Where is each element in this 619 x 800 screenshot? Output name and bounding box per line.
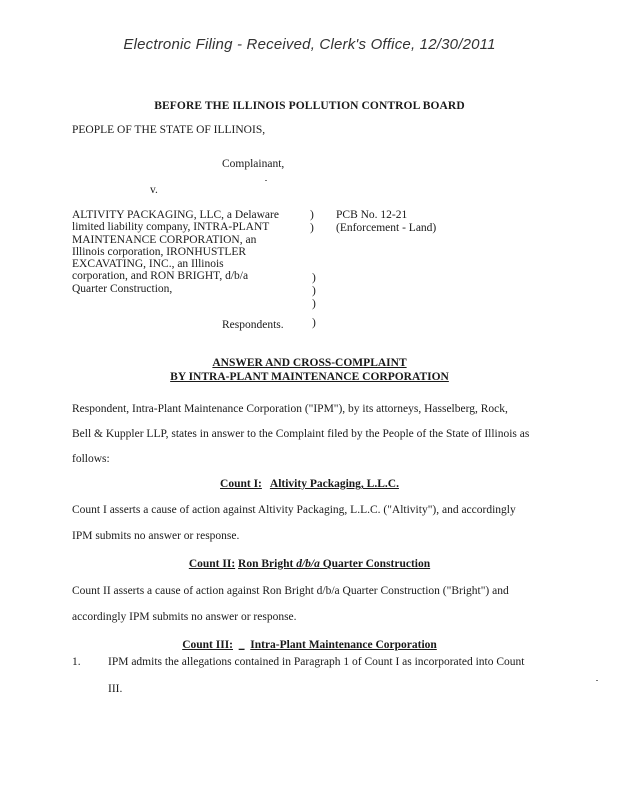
respondents-line: ALTIVITY PACKAGING, LLC, a Delaware [72, 209, 279, 221]
board-title: BEFORE THE ILLINOIS POLLUTION CONTROL BOARD [154, 100, 465, 112]
case-number: PCB No. 12-21 [336, 209, 408, 221]
document-title-line-2: BY INTRA-PLANT MAINTENANCE CORPORATION [170, 371, 449, 383]
count-3-heading: Count III: _ Intra-Plant Maintenance Corporation [182, 639, 437, 651]
electronic-filing-stamp: Electronic Filing - Received, Clerk's Office, 12/30/2011 [123, 36, 496, 53]
count-3-name: Intra-Plant Maintenance Corporation [250, 639, 437, 651]
count-2-line-1: Count II asserts a cause of action against Ron Bright d/b/a Quarter Construction ("Bright") and [72, 585, 509, 597]
caption-paren: ) [312, 272, 316, 284]
scan-speck [596, 680, 598, 681]
intro-line-2: Bell & Kuppler LLP, states in answer to the Complaint filed by the People of the State of Illinois as [72, 428, 530, 440]
count-3-item-line-2: III. [108, 683, 123, 695]
count-1-line-1: Count I asserts a cause of action against Altivity Packaging, L.L.C. ("Altivity"), and accordingly [72, 504, 516, 516]
count-1-name: Altivity Packaging, L.L.C. [269, 478, 399, 490]
intro-line-3: follows: [72, 453, 110, 465]
caption-paren: ) [312, 298, 316, 310]
complainant-label: Complainant, [222, 158, 285, 170]
count-2-line-2: accordingly IPM submits no answer or response. [72, 611, 297, 623]
count-3-label: Count III: [182, 639, 233, 651]
count-1-line-2: IPM submits no answer or response. [72, 530, 240, 542]
caption-paren: ) [312, 285, 316, 297]
count-2-label: Count II: [188, 558, 236, 570]
respondents-line: corporation, and RON BRIGHT, d/b/a [72, 270, 249, 283]
count-1-heading [0, 478, 619, 490]
count-2-name-italic: d/b/a [296, 558, 320, 570]
respondents-line: MAINTENANCE CORPORATION, an [72, 233, 257, 246]
count-3-item-line-1: IPM admits the allegations contained in Paragraph 1 of Count I as incorporated into Count [108, 656, 525, 668]
respondents-label: Respondents. [222, 319, 284, 331]
caption-paren: ) [310, 209, 314, 221]
caption-paren: ) [310, 222, 314, 234]
plaintiff-name: PEOPLE OF THE STATE OF ILLINOIS, [72, 124, 266, 136]
respondents-block [72, 209, 297, 295]
count-2-name-post: Quarter Construction [319, 558, 431, 570]
count-2-name-pre: Ron Bright [238, 558, 297, 570]
intro-line-1: Respondent, Intra-Plant Maintenance Corporation ("IPM"), by its attorneys, Hasselberg, Rock, [72, 403, 508, 415]
count-1-label: Count I: [220, 478, 262, 490]
document-title-line-1: ANSWER AND CROSS-COMPLAINT [212, 357, 407, 369]
respondents-line: Illinois corporation, IRONHUSTLER [72, 245, 247, 258]
count-2-heading [0, 558, 619, 570]
versus-label: v. [150, 184, 158, 196]
respondents-line: Quarter Construction, [72, 282, 173, 295]
caption-paren: ) [312, 317, 316, 329]
count-2-name [238, 558, 430, 570]
respondents-line: limited liability company, INTRA-PLANT [72, 221, 270, 234]
respondents-line: EXCAVATING, INC., an Illinois [72, 258, 224, 271]
case-type: (Enforcement - Land) [336, 222, 437, 234]
count-3-item-number: 1. [72, 656, 81, 668]
scan-speck [265, 180, 267, 181]
